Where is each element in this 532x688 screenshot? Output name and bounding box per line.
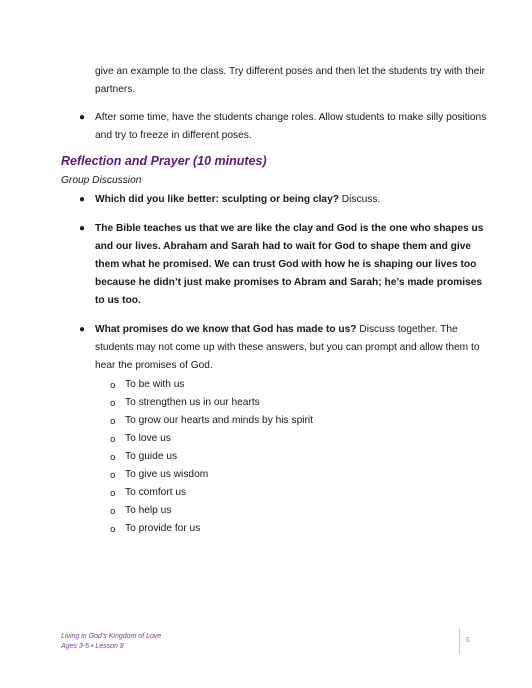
footer-subtitle: Ages 3-5 • Lesson 8 [61, 643, 124, 650]
question-promises [95, 320, 458, 339]
list-item: To love us [125, 433, 171, 444]
list-item: To strengthen us in our hearts [125, 397, 260, 408]
sub-bullet-marker: o [110, 525, 116, 535]
list-item: To give us wisdom [125, 469, 209, 480]
bible-line-1: The Bible teaches us that we are like the clay and God is the one who shapes us [95, 223, 484, 234]
question-sculpting [95, 190, 380, 209]
footer-divider [459, 628, 460, 654]
question-promises-rest: Discuss together. The [356, 324, 458, 335]
sub-bullet-marker: o [110, 507, 116, 517]
continuation-line-1: give an example to the class. Try different poses and then let the students try with their [95, 66, 485, 77]
section-heading: Reflection and Prayer (10 minutes) [61, 154, 267, 168]
list-item: To provide for us [125, 523, 201, 534]
list-item: To be with us [125, 379, 185, 390]
sub-bullet-marker: o [110, 381, 116, 391]
sub-bullet-marker: o [110, 435, 116, 445]
bullet-marker: ● [79, 223, 86, 234]
bullet-marker: ● [79, 324, 86, 335]
list-item: To help us [125, 505, 172, 516]
bible-line-2: and our lives. Abraham and Sarah had to wait for God to shape them and give [95, 241, 472, 252]
footer-title: Living in God’s Kingdom of Love [61, 633, 162, 640]
sub-bullet-marker: o [110, 489, 116, 499]
continuation-line-2: partners. [95, 84, 136, 95]
bullet-marker: ● [79, 112, 86, 123]
question-promises-line-3: hear the promises of God. [95, 360, 213, 371]
page-number: 5 [466, 636, 470, 644]
bible-line-5: to us too. [95, 295, 141, 306]
sub-bullet-marker: o [110, 399, 116, 409]
bible-line-4: because he didn’t just make promises to Abram and Sarah; he’s made promises [95, 277, 483, 288]
list-item: To guide us [125, 451, 178, 462]
bible-line-3: them what he promised. We can trust God with how he is shaping our lives too [95, 259, 477, 270]
question-sculpting-bold: Which did you like better: sculpting or being clay? [95, 194, 339, 205]
question-promises-line-2: students may not come up with these answers, but you can prompt and allow them to [95, 342, 480, 353]
bullet-marker: ● [79, 194, 86, 205]
list-item: To grow our hearts and minds by his spirit [125, 415, 313, 426]
question-promises-bold: What promises do we know that God has made to us? [95, 324, 357, 335]
sub-bullet-marker: o [110, 417, 116, 427]
section-subheading: Group Discussion [61, 175, 142, 186]
change-roles-line-2: and try to freeze in different poses. [95, 130, 252, 141]
list-item: To comfort us [125, 487, 187, 498]
change-roles-line-1: After some time, have the students change roles. Allow students to make silly positions [95, 112, 487, 123]
sub-bullet-marker: o [110, 453, 116, 463]
sub-bullet-marker: o [110, 471, 116, 481]
question-sculpting-rest: Discuss. [338, 194, 381, 205]
